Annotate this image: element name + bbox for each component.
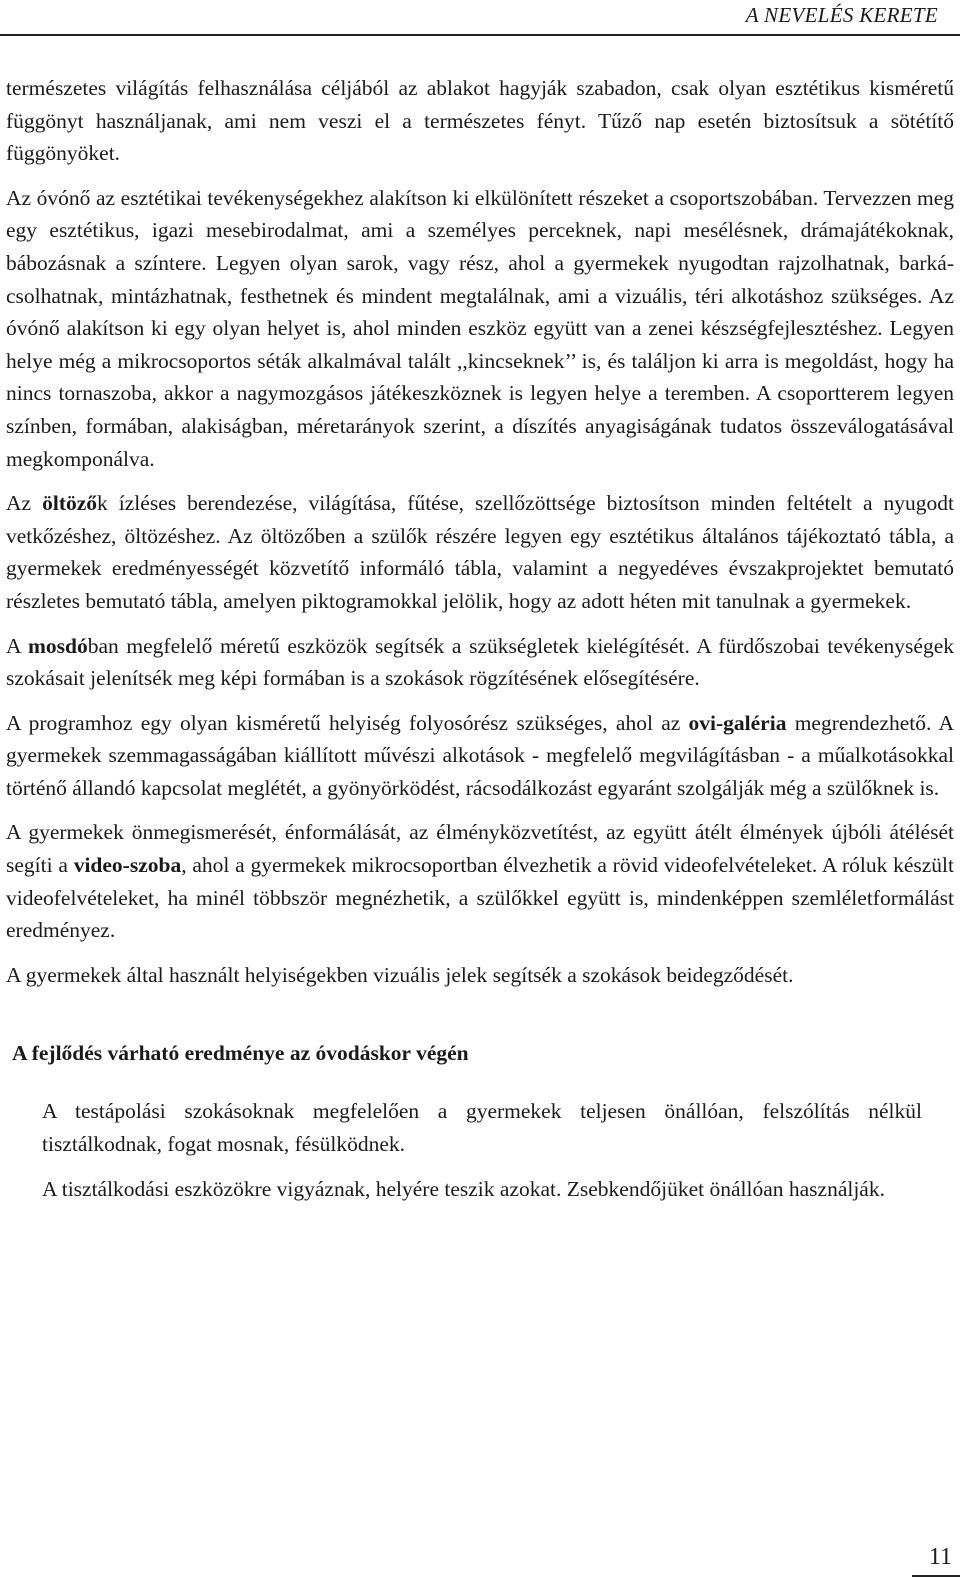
paragraph-visual-signs: A gyermekek által használt helyiségekben vizuális jelek segítsék a szokások beidegződését. [6,962,794,987]
paragraph-gallery: A programhoz egy olyan kisméretű helyiség folyosórész szükséges, ahol az ovi-galéria megrendezhető. A gyermekek szemmagasságában kiállított művészi alkotások - megfelelő megvilágításban - a műalkotásokkal történő állandó kapcsolat meglétét, a gyönyörködést, rácsodálkozást egyaránt szolgálják még a szülőknek is. [6,710,954,800]
paragraph-cloakroom: Az öltözők ízléses berendezése, világítása, fűtése, szellőzöttsége biztosítson minden feltételt a nyugodt vetkőzéshez, öltözéshez. Az öltözőben a szülők részére legyen egy esztétikus általános tájékoztató tábla, a gyermekek eredményességét közvetítő informáló tábla, valamint a negyedéves évszakprojektet bemutató részletes bemutató tábla, amelyen piktogramokkal jelölik, hogy az adott héten mit tanulnak a gyermekek. [6,491,954,613]
term-video-room: video-szoba [73,853,182,878]
running-header-title: A NEVELÉS KERETE [745,3,938,27]
outcome-item: A testápolási szokásoknak megfelelően a gyermekek teljesen önállóan, felszólítás nélkül tisztálkodnak, fogat mosnak, fésülködnek. [42,1099,922,1157]
page-body [6,72,954,1205]
paragraph-washroom: A mosdóban megfelelő méretű eszközök segítsék a szükségletek kielégítését. A fürdőszobai tevékenységek szokásait jelenítsék meg képi formában is a szokások rögzítésének elősegítésére. [6,633,954,691]
paragraph-video-room: A gyermekek önmegismerését, énformálását, az élményközvetítést, az együtt átélt élmények újbóli átélését segíti a video-szoba, ahol a gyermekek mikrocsoportban élvezhetik a rövid videofelvételeket. A róluk készült videofelvételeket, ha minél többször megnézhetik, a szülőkkel együtt is, mindenképpen szemléletformálást eredményez. [6,820,955,943]
term-gallery: ovi-galéria [688,710,787,735]
page-number: 11 [928,1544,952,1570]
outcome-item: A tisztálkodási eszközökre vigyáznak, helyére teszik azokat. Zsebkendőjüket önállóan használják. [42,1176,885,1201]
term-cloakroom: öltöző [42,491,98,516]
section-heading: A fejlődés várható eredménye az óvodáskor végén [12,1041,469,1066]
paragraph-group-room: Az óvónő az esztétikai tevékenységekhez alakítson ki elkülönített részeket a csoportszobában. Tervezzen meg egy esztétikus, igazi mesebirodalmat, ami a személyes perceknek, napi mesélésnek, drámajátékoknak, bábozásnak a színtere. Legyen olyan sarok, vagy rész, ahol a gyermekek nyugodtan rajzolhatnak, barká-csolhatnak, mintázhatnak, festhetnek és mindent megtalálnak, ami a vizuális, téri alkotáshoz szükséges. Az óvónő alakítson ki egy olyan helyet is, ahol minden eszköz együtt van a zenei készségfejlesztéshez. Legyen helye még a mikrocsoportos séták alkalmával talált ,,kincseknek’’ is, és találjon ki arra is megoldást, hogy ha nincs tornaszoba, akkor a nagymozgásos játékeszköznek is legyen helye a teremben. A csoportterem legyen színben, formában, alakiságban, méretarányok szerint, a díszítés anyagiságának tudatos összeválogatásával megkomponálva. [6,185,954,471]
paragraph-lighting: természetes világítás felhasználása céljából az ablakot hagyják szabadon, csak olyan esztétikus kisméretű függönyt használjanak, ami nem veszi el a természetes fényt. Tűző nap esetén biztosítsuk a sötétítő függönyöket. [6,76,954,166]
term-washroom: mosdó [27,633,88,658]
running-header [0,0,960,36]
